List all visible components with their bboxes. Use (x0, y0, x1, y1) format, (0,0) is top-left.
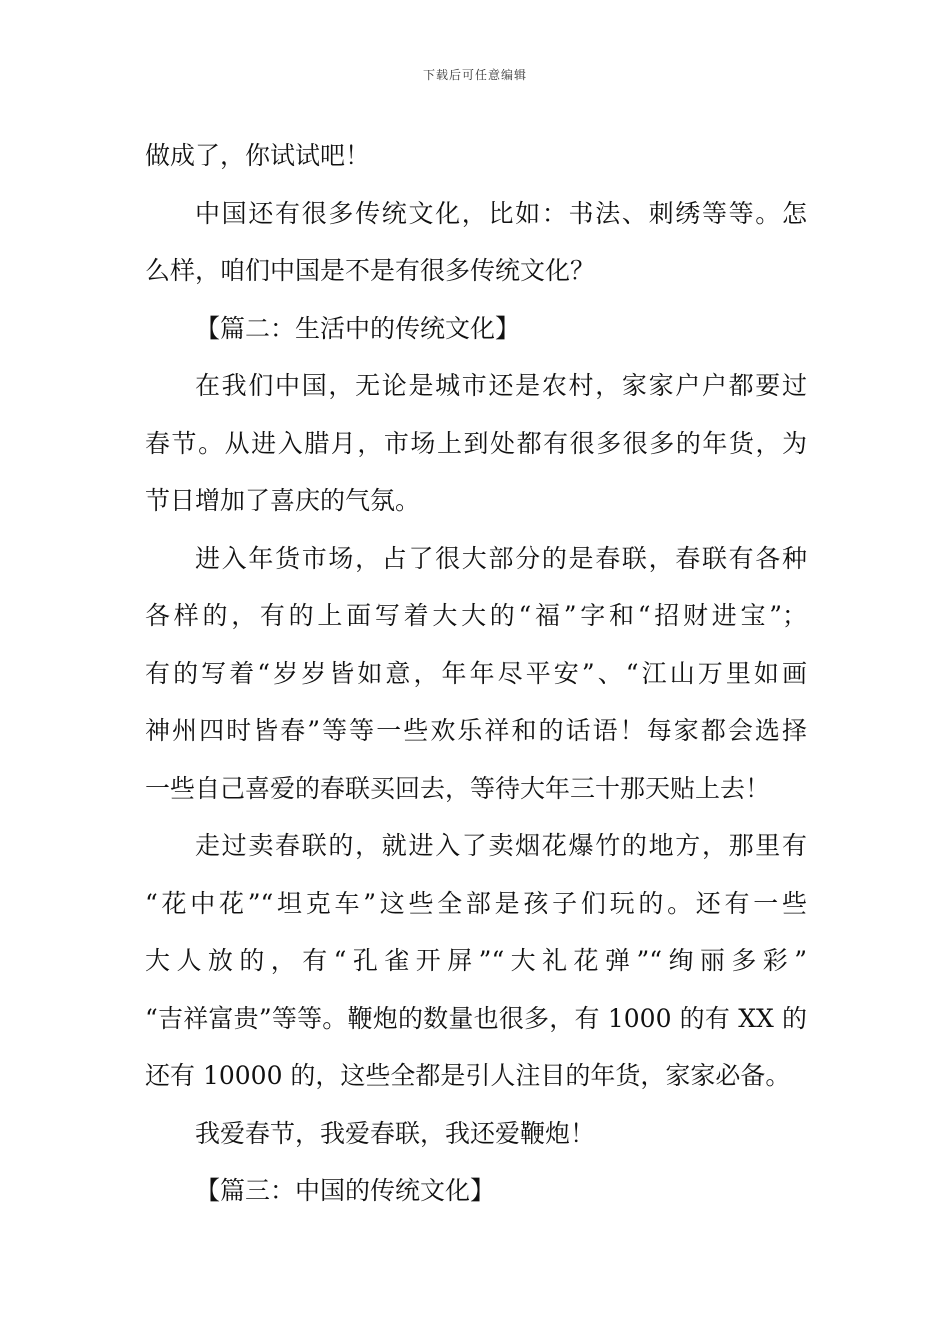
paragraph-line: “花中花”“坦克车”这些全部是孩子们玩的。还有一些 (145, 888, 807, 918)
paragraph-line: 我爱春节，我爱春联，我还爱鞭炮！ (195, 1118, 596, 1148)
page-header: 下载后可任意编辑 (422, 68, 527, 82)
section-heading: 【篇三：中国的传统文化】 (195, 1176, 496, 1205)
section-heading: 【篇二：生活中的传统文化】 (195, 313, 521, 343)
paragraph-line: 大人放的，有“孔雀开屏”“大礼花弹”“绚丽多彩” (145, 946, 807, 975)
paragraph-line: 神州四时皆春”等等一些欢乐祥和的话语！每家都会选择 (145, 716, 807, 745)
paragraph-line: 在我们中国，无论是城市还是农村，家家户户都要过 (195, 371, 807, 400)
paragraph-line: 走过卖春联的，就进入了卖烟花爆竹的地方，那里有 (195, 831, 807, 860)
paragraph-line: 还有 10000 的，这些全都是引人注目的年货，家家必备。 (145, 1061, 791, 1090)
paragraph-line: 中国还有很多传统文化，比如：书法、刺绣等等。怎 (195, 198, 807, 228)
paragraph-line: 一些自己喜爱的春联买回去，等待大年三十那天贴上去！ (145, 773, 771, 803)
paragraph-line: 春节。从进入腊月，市场上到处都有很多很多的年货，为 (145, 428, 807, 458)
paragraph-line: 进入年货市场，占了很大部分的是春联，春联有各种 (195, 543, 807, 573)
paragraph-line: 节日增加了喜庆的气氛。 (145, 486, 421, 515)
document-body (145, 127, 807, 1220)
paragraph-line: 做成了，你试试吧！ (145, 141, 371, 170)
paragraph-line: 各样的，有的上面写着大大的“福”字和“招财进宝”； (145, 601, 807, 630)
paragraph-line: “吉祥富贵”等等。鞭炮的数量也很多，有 1000 的有 XX 的 (145, 1003, 807, 1033)
paragraph-line: 么样，咱们中国是不是有很多传统文化？ (145, 256, 596, 285)
paragraph-line: 有的写着“岁岁皆如意，年年尽平安”、“江山万里如画 (145, 658, 807, 688)
